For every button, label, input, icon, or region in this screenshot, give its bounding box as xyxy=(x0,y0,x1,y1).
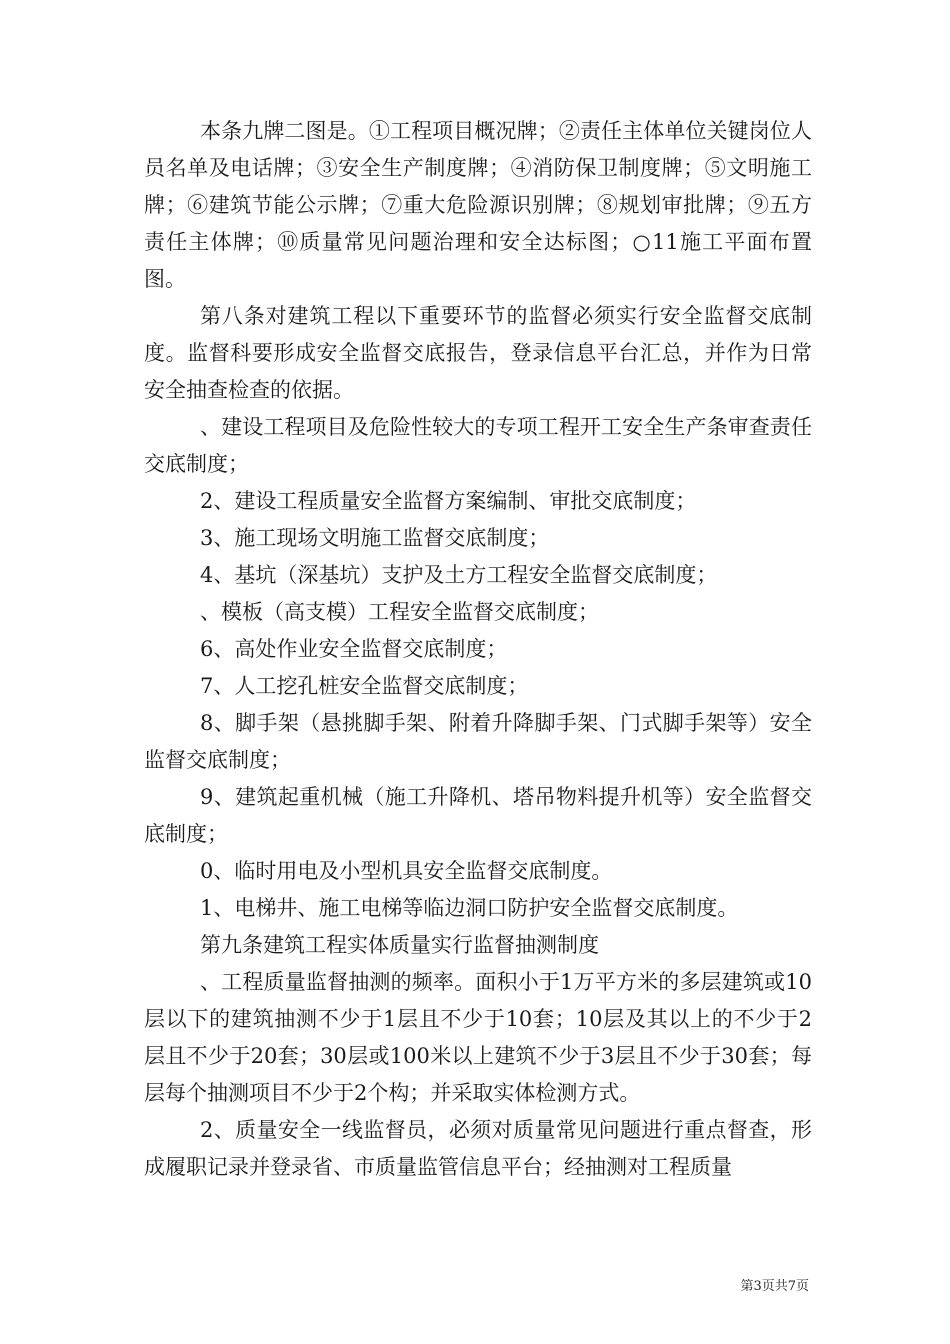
list-item: 0、临时用电及小型机具安全监督交底制度。 xyxy=(200,859,613,883)
list-item: 2、建设工程质量安全监督方案编制、审批交底制度； xyxy=(200,489,697,513)
list-item: 、模板（高支模）工程安全监督交底制度； xyxy=(200,600,599,624)
document-body xyxy=(144,113,812,1186)
paragraph-supervisor-duty: 2、质量安全一线监督员，必须对质量常见问题进行重点督查，形成履职记录并登录省、市质量监管信息平台；经抽测对工程质量 xyxy=(144,1118,812,1179)
list-item: 6、高处作业安全监督交底制度； xyxy=(200,637,508,661)
list-item: 4、基坑（深基坑）支护及土方工程安全监督交底制度； xyxy=(200,563,718,587)
list-item: 1、电梯井、施工电梯等临边洞口防护安全监督交底制度。 xyxy=(200,896,739,920)
list-item: 3、施工现场文明施工监督交底制度； xyxy=(200,526,550,550)
list-item: 7、人工挖孔桩安全监督交底制度； xyxy=(200,674,529,698)
page-number: 第3页共7页 xyxy=(740,1279,809,1294)
paragraph-nine-signs: 本条九牌二图是。①工程项目概况牌；②责任主体单位关键岗位人员名单及电话牌；③安全生产制度牌；④消防保卫制度牌；⑤文明施工牌；⑥建筑节能公示牌；⑦重大危险源识别牌；⑧规划审批牌；⑨五方责任主体牌；⑩质量常见问题治理和安全达标图；○11施工平面布置图。 xyxy=(144,119,812,291)
paragraph-article-eight: 第八条对建筑工程以下重要环节的监督必须实行安全监督交底制度。监督科要形成安全监督交底报告，登录信息平台汇总，并作为日常安全抽查检查的依据。 xyxy=(144,304,812,402)
paragraph-article-nine: 第九条建筑工程实体质量实行监督抽测制度 xyxy=(200,933,599,957)
list-item: 、建设工程项目及危险性较大的专项工程开工安全生产条审查责任交底制度； xyxy=(144,415,812,476)
list-item: 9、建筑起重机械（施工升降机、塔吊物料提升机等）安全监督交底制度； xyxy=(144,785,812,846)
list-item: 8、脚手架（悬挑脚手架、附着升降脚手架、门式脚手架等）安全监督交底制度； xyxy=(144,711,812,772)
paragraph-sampling-frequency: 、工程质量监督抽测的频率。面积小于1万平方米的多层建筑或10层以下的建筑抽测不少于1层且不少于10套；10层及其以上的不少于2层且不少于20套；30层或100米以上建筑不少于3层且不少于30套；每层每个抽测项目不少于2个构；并采取实体检测方式。 xyxy=(144,970,812,1105)
